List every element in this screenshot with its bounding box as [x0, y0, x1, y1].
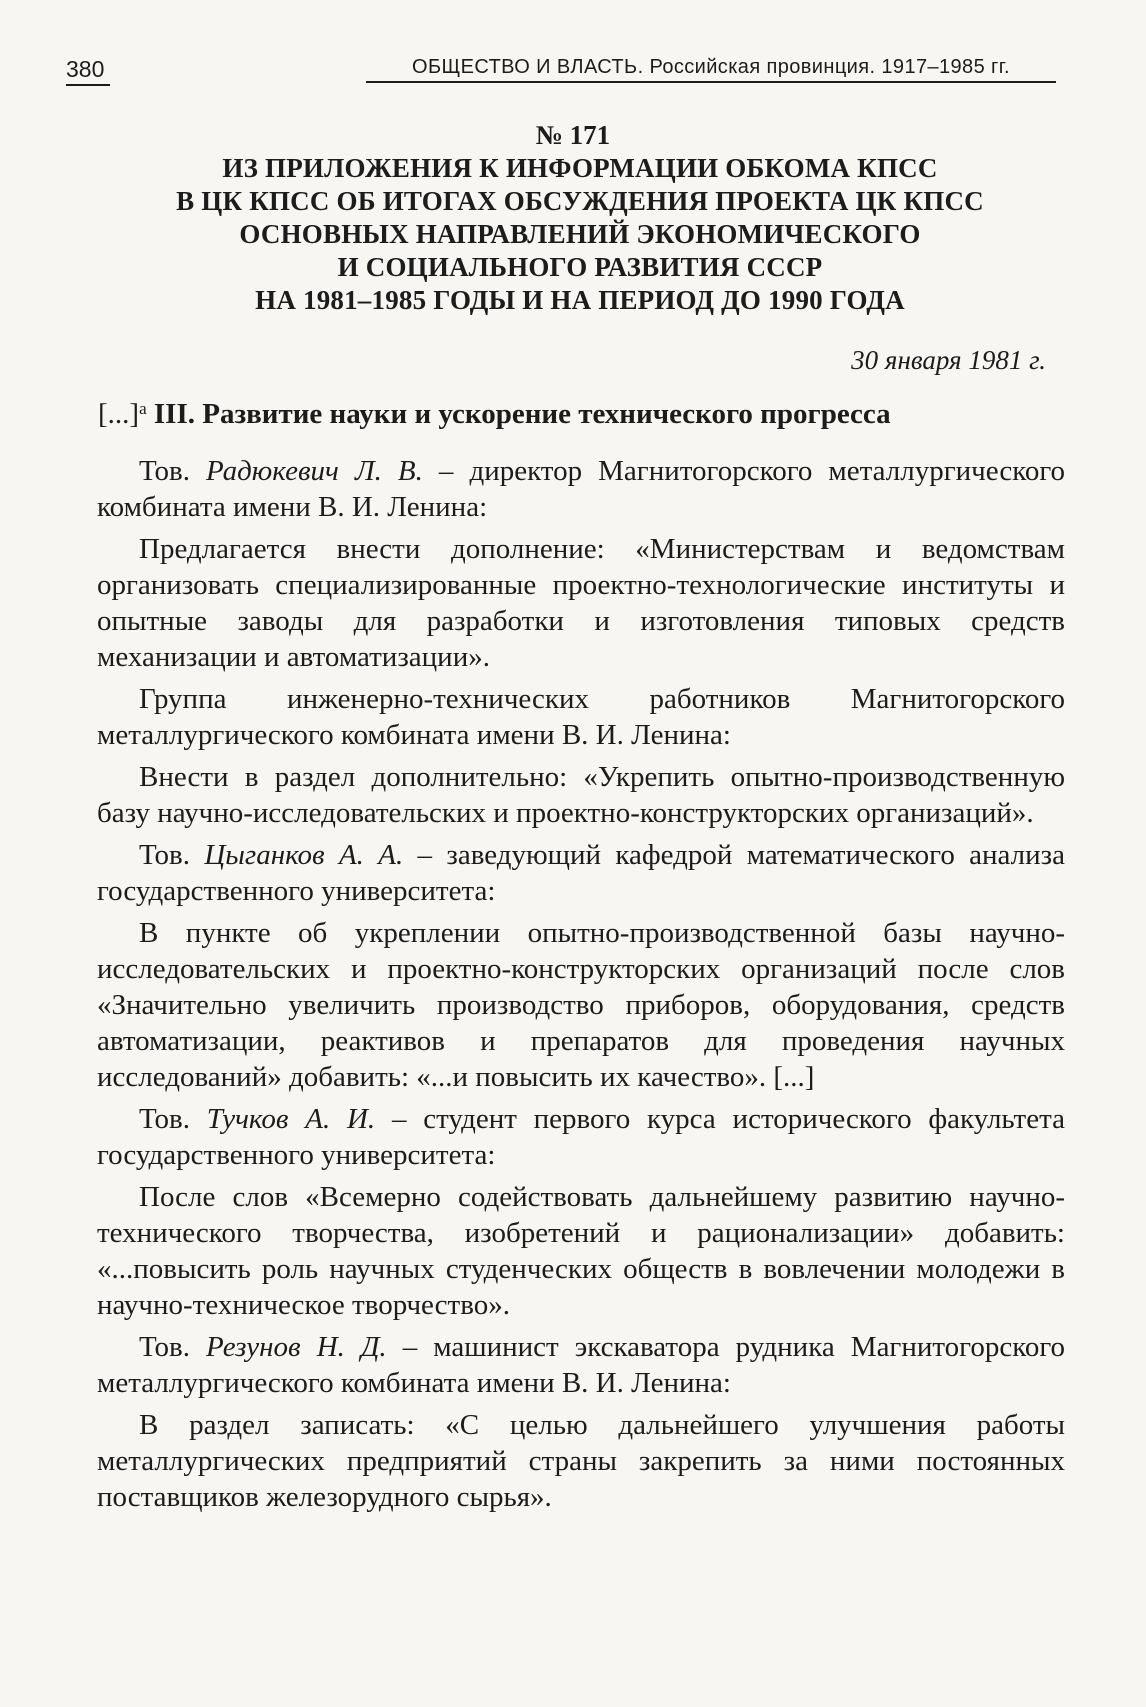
section-heading	[98, 398, 891, 431]
speaker-prefix: Тов.	[139, 839, 205, 871]
proposal-text: В раздел записать: «С целью дальнейшего улучшения работы металлургических предприятий страны закрепить за ними постоянных поставщиков железорудного сырья».	[97, 1409, 1065, 1513]
speaker-name: Цыганков А. А.	[204, 839, 404, 871]
speaker-role: – заведующий кафедрой математического анализа государственного университета:	[97, 839, 1065, 907]
speaker-name: Радюкевич Л. В.	[206, 455, 423, 487]
title-line: В ЦК КПСС ОБ ИТОГАХ ОБСУЖДЕНИЯ ПРОЕКТА ЦК КПСС	[176, 186, 984, 216]
speaker-prefix: Тов.	[139, 455, 207, 487]
omission-mark: [...]	[98, 398, 140, 430]
speaker-role: – директор Магнитогорского металлургического комбината имени В. И. Ленина:	[97, 455, 1065, 523]
section-title: III. Развитие науки и ускорение технического прогресса	[153, 398, 891, 430]
speaker-role: – машинист экскаватора рудника Магнитогорского металлургического комбината имени В. И. Ленина:	[97, 1331, 1065, 1399]
proposal-text: После слов «Всемерно содействовать дальнейшему развитию научно-технического творчества, изобретений и рационализации» добавить: «...повысить роль научных студенческих обществ в вовлечении молодежи в научно-техническое творчество».	[97, 1181, 1065, 1321]
page-header	[66, 56, 1056, 88]
speaker-name: Резунов Н. Д.	[206, 1331, 387, 1363]
document-number: № 171	[535, 120, 611, 150]
title-line: ИЗ ПРИЛОЖЕНИЯ К ИНФОРМАЦИИ ОБКОМА КПСС	[222, 153, 938, 183]
document-date: 30 января 1981 г.	[851, 345, 1046, 375]
speaker-role: – студент первого курса исторического факультета государственного университета:	[97, 1103, 1065, 1171]
proposal-text: Внести в раздел дополнительно: «Укрепить опытно-производственную базу научно-исследовательских и проектно-конструкторских организаций».	[97, 761, 1065, 829]
proposal-text: В пункте об укреплении опытно-производственной базы научно-исследовательских и проектно-конструкторских организаций после слов «Значительно увеличить производство приборов, оборудования, средств автоматизации, реактивов и препаратов для проведения научных исследований» добавить: «...и повысить их качество». [...]	[97, 917, 1065, 1093]
speaker-line	[97, 837, 1065, 909]
speaker-prefix: Тов.	[139, 1103, 207, 1135]
speaker-line	[97, 1101, 1065, 1173]
proposal-text: Предлагается внести дополнение: «Министерствам и ведомствам организовать специализированные проектно-технологические институты и опытные заводы для разработки и изготовления типовых средств механизации и автоматизации».	[97, 533, 1065, 673]
speaker-name: Тучков А. И.	[206, 1103, 376, 1135]
speaker-line	[97, 453, 1065, 525]
speaker-line	[97, 681, 1065, 753]
speaker-prefix: Тов.	[139, 1331, 207, 1363]
speaker-role: Группа инженерно-технических работников Магнитогорского металлургического комбината имени В. И. Ленина:	[97, 683, 1065, 751]
document-body	[97, 447, 1065, 1515]
running-title: ОБЩЕСТВО И ВЛАСТЬ. Российская провинция. 1917–1985 гг.	[366, 56, 1056, 83]
footnote-mark: а	[139, 399, 147, 418]
title-line: ОСНОВНЫХ НАПРАВЛЕНИЙ ЭКОНОМИЧЕСКОГО	[239, 219, 921, 249]
document-title	[100, 152, 1060, 317]
speaker-line	[97, 1329, 1065, 1401]
title-line: НА 1981–1985 ГОДЫ И НА ПЕРИОД ДО 1990 ГОДА	[255, 285, 905, 315]
title-line: И СОЦИАЛЬНОГО РАЗВИТИЯ СССР	[337, 252, 823, 282]
page-number: 380	[66, 56, 110, 86]
